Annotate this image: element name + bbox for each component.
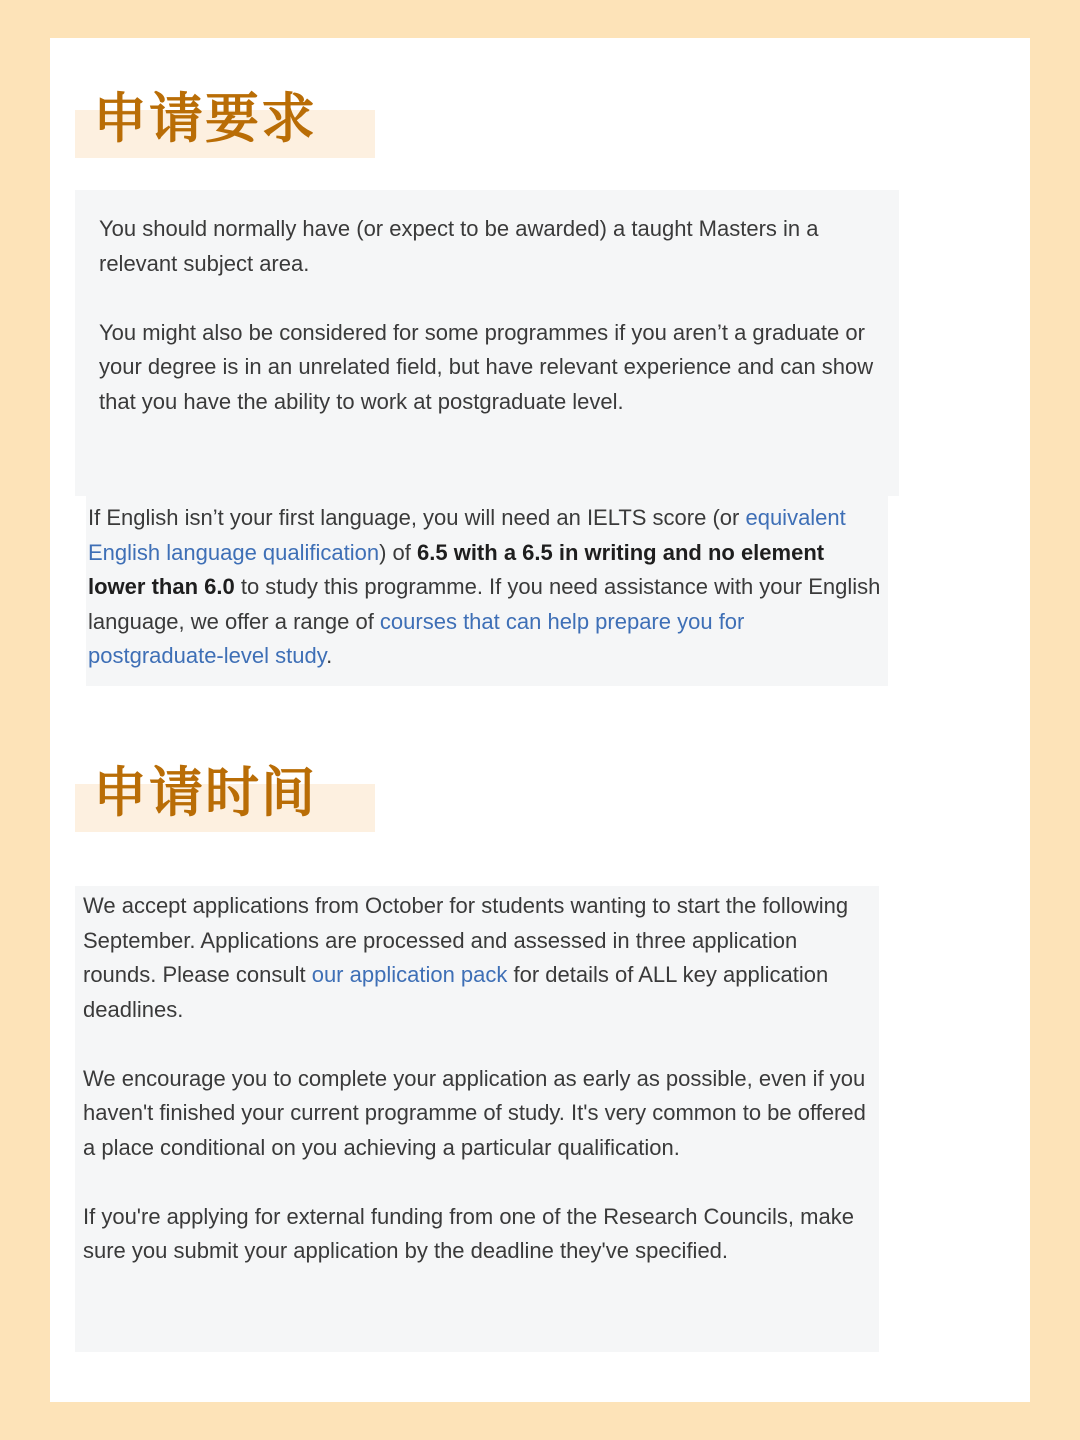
alternative-paragraph: You might also be considered for some programmes if you aren’t a graduate or your degree is in an unrelated field, but have relevant experience and can show that you have the ability to work at postgraduate level. <box>99 319 874 414</box>
early-application-paragraph: We encourage you to complete your application as early as possible, even if you haven't finished your current programme of study. It's very common to be offered a place conditional on you achieving a particular qualification. <box>83 1065 866 1160</box>
requirements-box-degree <box>75 190 899 496</box>
heading-text: 申请时间 <box>93 761 317 824</box>
english-text-4: . <box>326 643 333 668</box>
degree-paragraph: You should normally have (or expect to be awarded) a taught Masters in a relevant subject area. <box>99 216 819 276</box>
application-pack-link[interactable]: our application pack <box>311 962 508 987</box>
english-text-3: to study this programme. If you need assistance with your English language, we offer a range of <box>88 574 881 634</box>
english-text-2: ) of <box>379 539 418 565</box>
english-courses-link[interactable]: courses that can help prepare you for postgraduate-level study <box>88 608 745 668</box>
timeline-box <box>75 886 879 1352</box>
ielts-score-requirement: 6.5 with a 6.5 in writing and no element lower than 6.0 <box>88 539 825 599</box>
english-paragraph <box>88 501 886 674</box>
heading-text: 申请要求 <box>93 87 317 150</box>
application-rounds-paragraph <box>83 889 871 1027</box>
equivalent-qualification-link[interactable]: equivalent English language qualification <box>88 505 846 565</box>
rounds-text-1: We accept applications from October for students wanting to start the following September. Applications are processed and assessed in three application rounds. Please consult <box>83 893 849 987</box>
rounds-text-2: for details of ALL key application deadlines. <box>83 962 829 1022</box>
requirements-box-english <box>86 496 888 686</box>
english-text-1: If English isn’t your first language, you will need an IELTS score (or <box>88 505 746 530</box>
section-heading-requirements <box>75 78 375 158</box>
page <box>50 38 1030 1402</box>
section-heading-timeline <box>75 752 375 832</box>
funding-paragraph: If you're applying for external funding from one of the Research Councils, make sure you submit your application by the deadline they've specified. <box>83 1203 854 1263</box>
